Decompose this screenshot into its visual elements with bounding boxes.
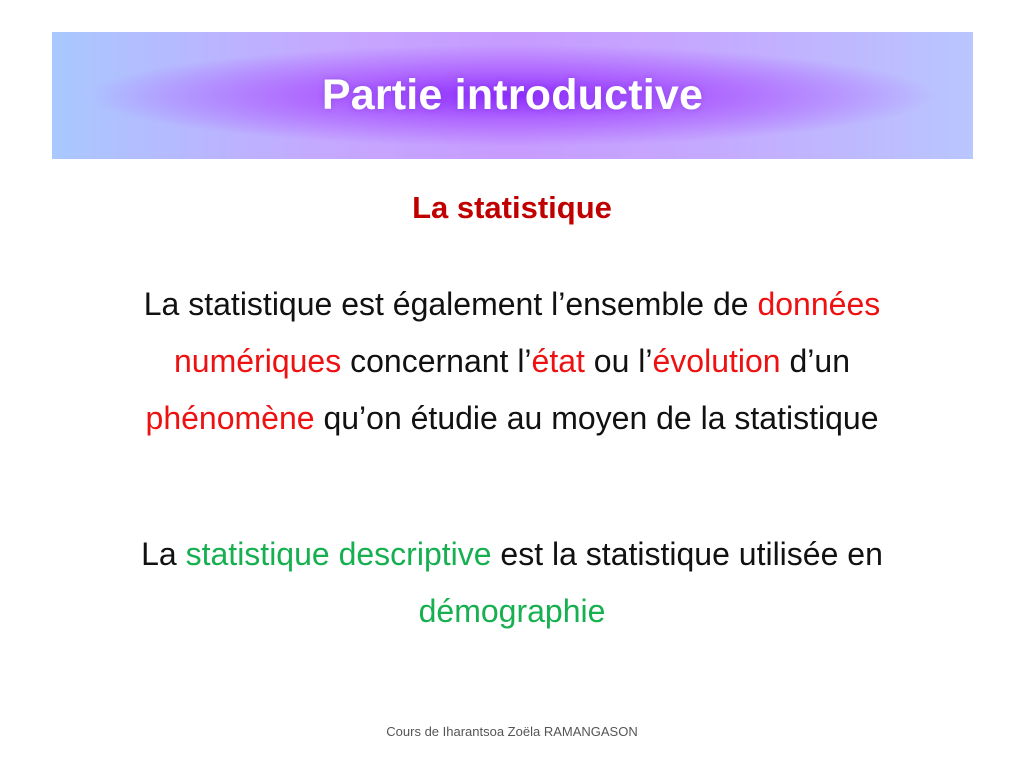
definition-paragraph bbox=[90, 276, 934, 447]
slide-subtitle: La statistique bbox=[412, 190, 612, 225]
para2-highlight-demographie: démographie bbox=[418, 593, 606, 629]
para1-highlight-evolution: évolution bbox=[652, 343, 781, 379]
slide-title: Partie introductive bbox=[321, 71, 704, 119]
para1-text-5: qu’on étudie au moyen de la statistique bbox=[314, 400, 879, 436]
para1-text-3: ou l’ bbox=[584, 343, 653, 379]
slide-footer: Cours de Iharantsoa Zoëla RAMANGASON bbox=[386, 724, 638, 739]
para2-text-2: est la statistique utilisée en bbox=[491, 536, 883, 572]
descriptive-paragraph bbox=[90, 526, 934, 640]
para1-text-2: concernant l’ bbox=[341, 343, 532, 379]
para2-text-1: La bbox=[141, 536, 186, 572]
para1-highlight-phenomene: phénomène bbox=[145, 400, 315, 436]
para1-text-4: d’un bbox=[780, 343, 850, 379]
para1-highlight-etat: état bbox=[531, 343, 585, 379]
para1-text-1: La statistique est également l’ensemble de bbox=[143, 286, 758, 322]
title-banner bbox=[52, 32, 973, 159]
para2-highlight-descriptive: statistique descriptive bbox=[185, 536, 492, 572]
para1-highlight-donnees: données numériques bbox=[174, 286, 881, 379]
